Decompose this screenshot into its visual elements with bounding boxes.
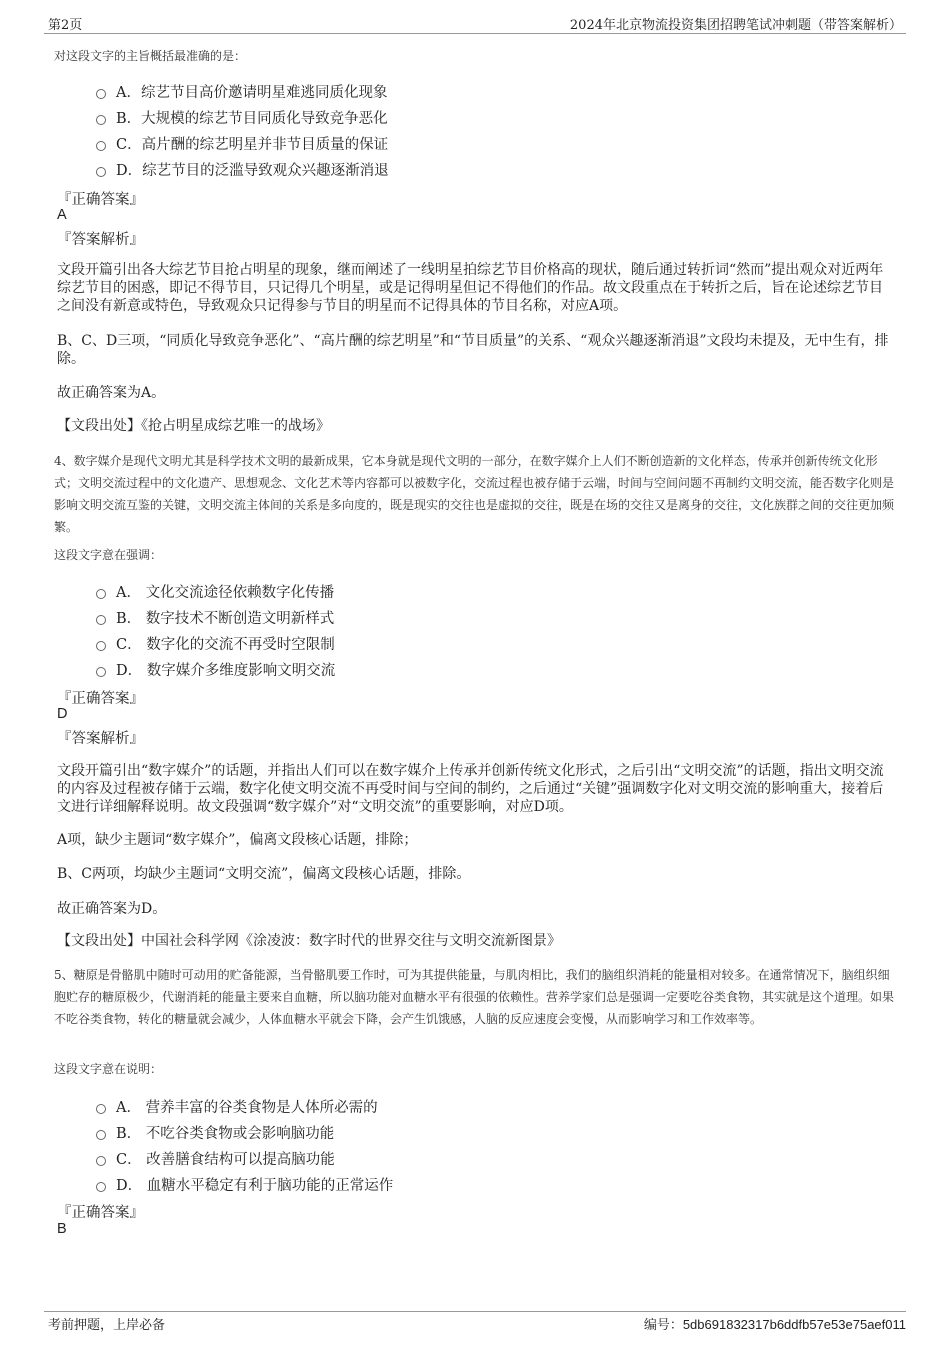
q4-passage: 4、数字媒介是现代文明尤其是科学技术文明的最新成果，它本身就是现代文明的一部分，在数字媒介上人们不断创造新的文化样态，传承并创新传统文化形式；文明交流过程中的文化遗产、思想观念、文化艺术等内容都可以被数字化，交流过程也被存储于云端，时间与空间问题不再制约文明交流，能否数字化则是影响文明交流互鉴的关键，文明交流主体间的关系是多向度的，既是现实的交往也是虚拟的交往，既是在场的交往又是离身的交往，文化族群之间的交往更加频繁。: [54, 454, 895, 534]
q3-option-b[interactable]: B．大规模的综艺节目同质化导致竞争恶化: [96, 107, 388, 128]
q4-analysis-paragraph: B、C两项，均缺少主题词“文明交流”，偏离文段核心话题，排除。: [57, 866, 471, 882]
footer-slogan: 考前押题，上岸必备: [48, 1318, 166, 1333]
q4-option-a[interactable]: A． 文化交流途径依赖数字化传播: [96, 581, 334, 602]
q4-analysis-label: 『答案解析』: [57, 731, 144, 747]
q3-analysis-paragraph: 文段开篇引出各大综艺节目抢占明星的现象，继而阐述了一线明星拍综艺节目价格高的现状，随后通过转折词“然而”提出观众对近两年综艺节目的困惑，即记不得节目，只记得几个明星，或是记得明星但记不得他们的作品。故文段重点在于转折之后，旨在论述综艺节目之间没有新意或特色，导致观众只记得参与节目的明星而不记得具体的节目名称，对应A项。: [57, 262, 884, 314]
radio-icon[interactable]: [96, 589, 106, 599]
document-code: 编号：5db691832317b6ddfb57e53e75aef011: [643, 1317, 906, 1333]
radio-icon[interactable]: [96, 667, 106, 677]
q4-conclusion: 故正确答案为D。: [57, 901, 167, 917]
q5-passage: 5、糖原是骨骼肌中随时可动用的贮备能源，当骨骼肌要工作时，可为其提供能量，与肌肉相比，我们的脑组织消耗的能量相对较多。在通常情况下，脑组织细胞贮存的糖原极少，代谢消耗的能量主要来自血糖，所以脑功能对血糖水平有很强的依赖性。营养学家们总是强调一定要吃谷类食物，其实就是这个道理。如果不吃谷类食物，转化的糖量就会减少，人体血糖水平就会下降，会产生饥饿感，人脑的反应速度会变慢，从而影响学习和工作效率等。: [54, 968, 895, 1026]
q4-analysis-paragraph: 文段开篇引出“数字媒介”的话题，并指出人们可以在数字媒介上传承并创新传统文化形式，之后引出“文明交流”的话题，指出文明交流的内容及过程被存储于云端，数字化使文明交流不再受时间与空间的制约，之后通过“关键”强调数字化对文明交流的影响重大，接着后文进行详细解释说明。故文段强调“数字媒介”对“文明交流”的重要影响，对应D项。: [57, 763, 884, 815]
q3-analysis-label: 『答案解析』: [57, 232, 144, 248]
radio-icon[interactable]: [96, 89, 106, 99]
q3-prompt: 对这段文字的主旨概括最准确的是：: [54, 49, 247, 63]
q4-answer: D: [57, 706, 68, 722]
q5-option-a[interactable]: A． 营养丰富的谷类食物是人体所必需的: [96, 1096, 378, 1117]
q3-answer: A: [57, 207, 67, 223]
q5-prompt: 这段文字意在说明：: [54, 1062, 163, 1076]
radio-icon[interactable]: [96, 1182, 106, 1192]
document-title: 2024年北京物流投资集团招聘笔试冲刺题（带答案解析）: [569, 18, 902, 33]
q4-option-c[interactable]: C． 数字化的交流不再受时空限制: [96, 633, 335, 654]
q3-option-d[interactable]: D．综艺节目的泛滥导致观众兴趣逐渐消退: [96, 159, 389, 180]
radio-icon[interactable]: [96, 1156, 106, 1166]
q4-source: 【文段出处】中国社会科学网《涂凌波：数字时代的世界交往与文明交流新图景》: [57, 933, 561, 949]
page-number: 第2页: [48, 18, 83, 33]
q4-prompt: 这段文字意在强调：: [54, 548, 163, 562]
q5-answer: B: [57, 1221, 67, 1237]
q5-answer-label: 『正确答案』: [57, 1205, 144, 1221]
radio-icon[interactable]: [96, 615, 106, 625]
q4-analysis-paragraph: A项，缺少主题词“数字媒介”，偏离文段核心话题，排除；: [57, 832, 418, 848]
q3-option-c[interactable]: C．高片酬的综艺明星并非节目质量的保证: [96, 133, 388, 154]
footer-divider: [44, 1311, 906, 1312]
radio-icon[interactable]: [96, 167, 106, 177]
radio-icon[interactable]: [96, 641, 106, 651]
q3-answer-label: 『正确答案』: [57, 192, 144, 208]
q3-analysis-paragraph: B、C、D三项，“同质化导致竞争恶化”、“高片酬的综艺明星”和“节目质量”的关系、“观众兴趣逐渐消退”文段均未提及，无中生有，排除。: [57, 333, 889, 367]
q4-option-b[interactable]: B． 数字技术不断创造文明新样式: [96, 607, 334, 628]
q3-option-a[interactable]: A．综艺节目高价邀请明星难逃同质化现象: [96, 81, 387, 102]
radio-icon[interactable]: [96, 115, 106, 125]
q5-option-b[interactable]: B． 不吃谷类食物或会影响脑功能: [96, 1122, 334, 1143]
q4-option-d[interactable]: D． 数字媒介多维度影响文明交流: [96, 659, 335, 680]
q4-answer-label: 『正确答案』: [57, 691, 144, 707]
q3-conclusion: 故正确答案为A。: [57, 385, 166, 401]
q5-option-c[interactable]: C． 改善膳食结构可以提高脑功能: [96, 1148, 335, 1169]
radio-icon[interactable]: [96, 1130, 106, 1140]
q3-source: 【文段出处】《抢占明星成综艺唯一的战场》: [57, 418, 330, 434]
q5-option-d[interactable]: D． 血糖水平稳定有利于脑功能的正常运作: [96, 1174, 393, 1195]
radio-icon[interactable]: [96, 1104, 106, 1114]
header-divider: [44, 33, 906, 34]
radio-icon[interactable]: [96, 141, 106, 151]
